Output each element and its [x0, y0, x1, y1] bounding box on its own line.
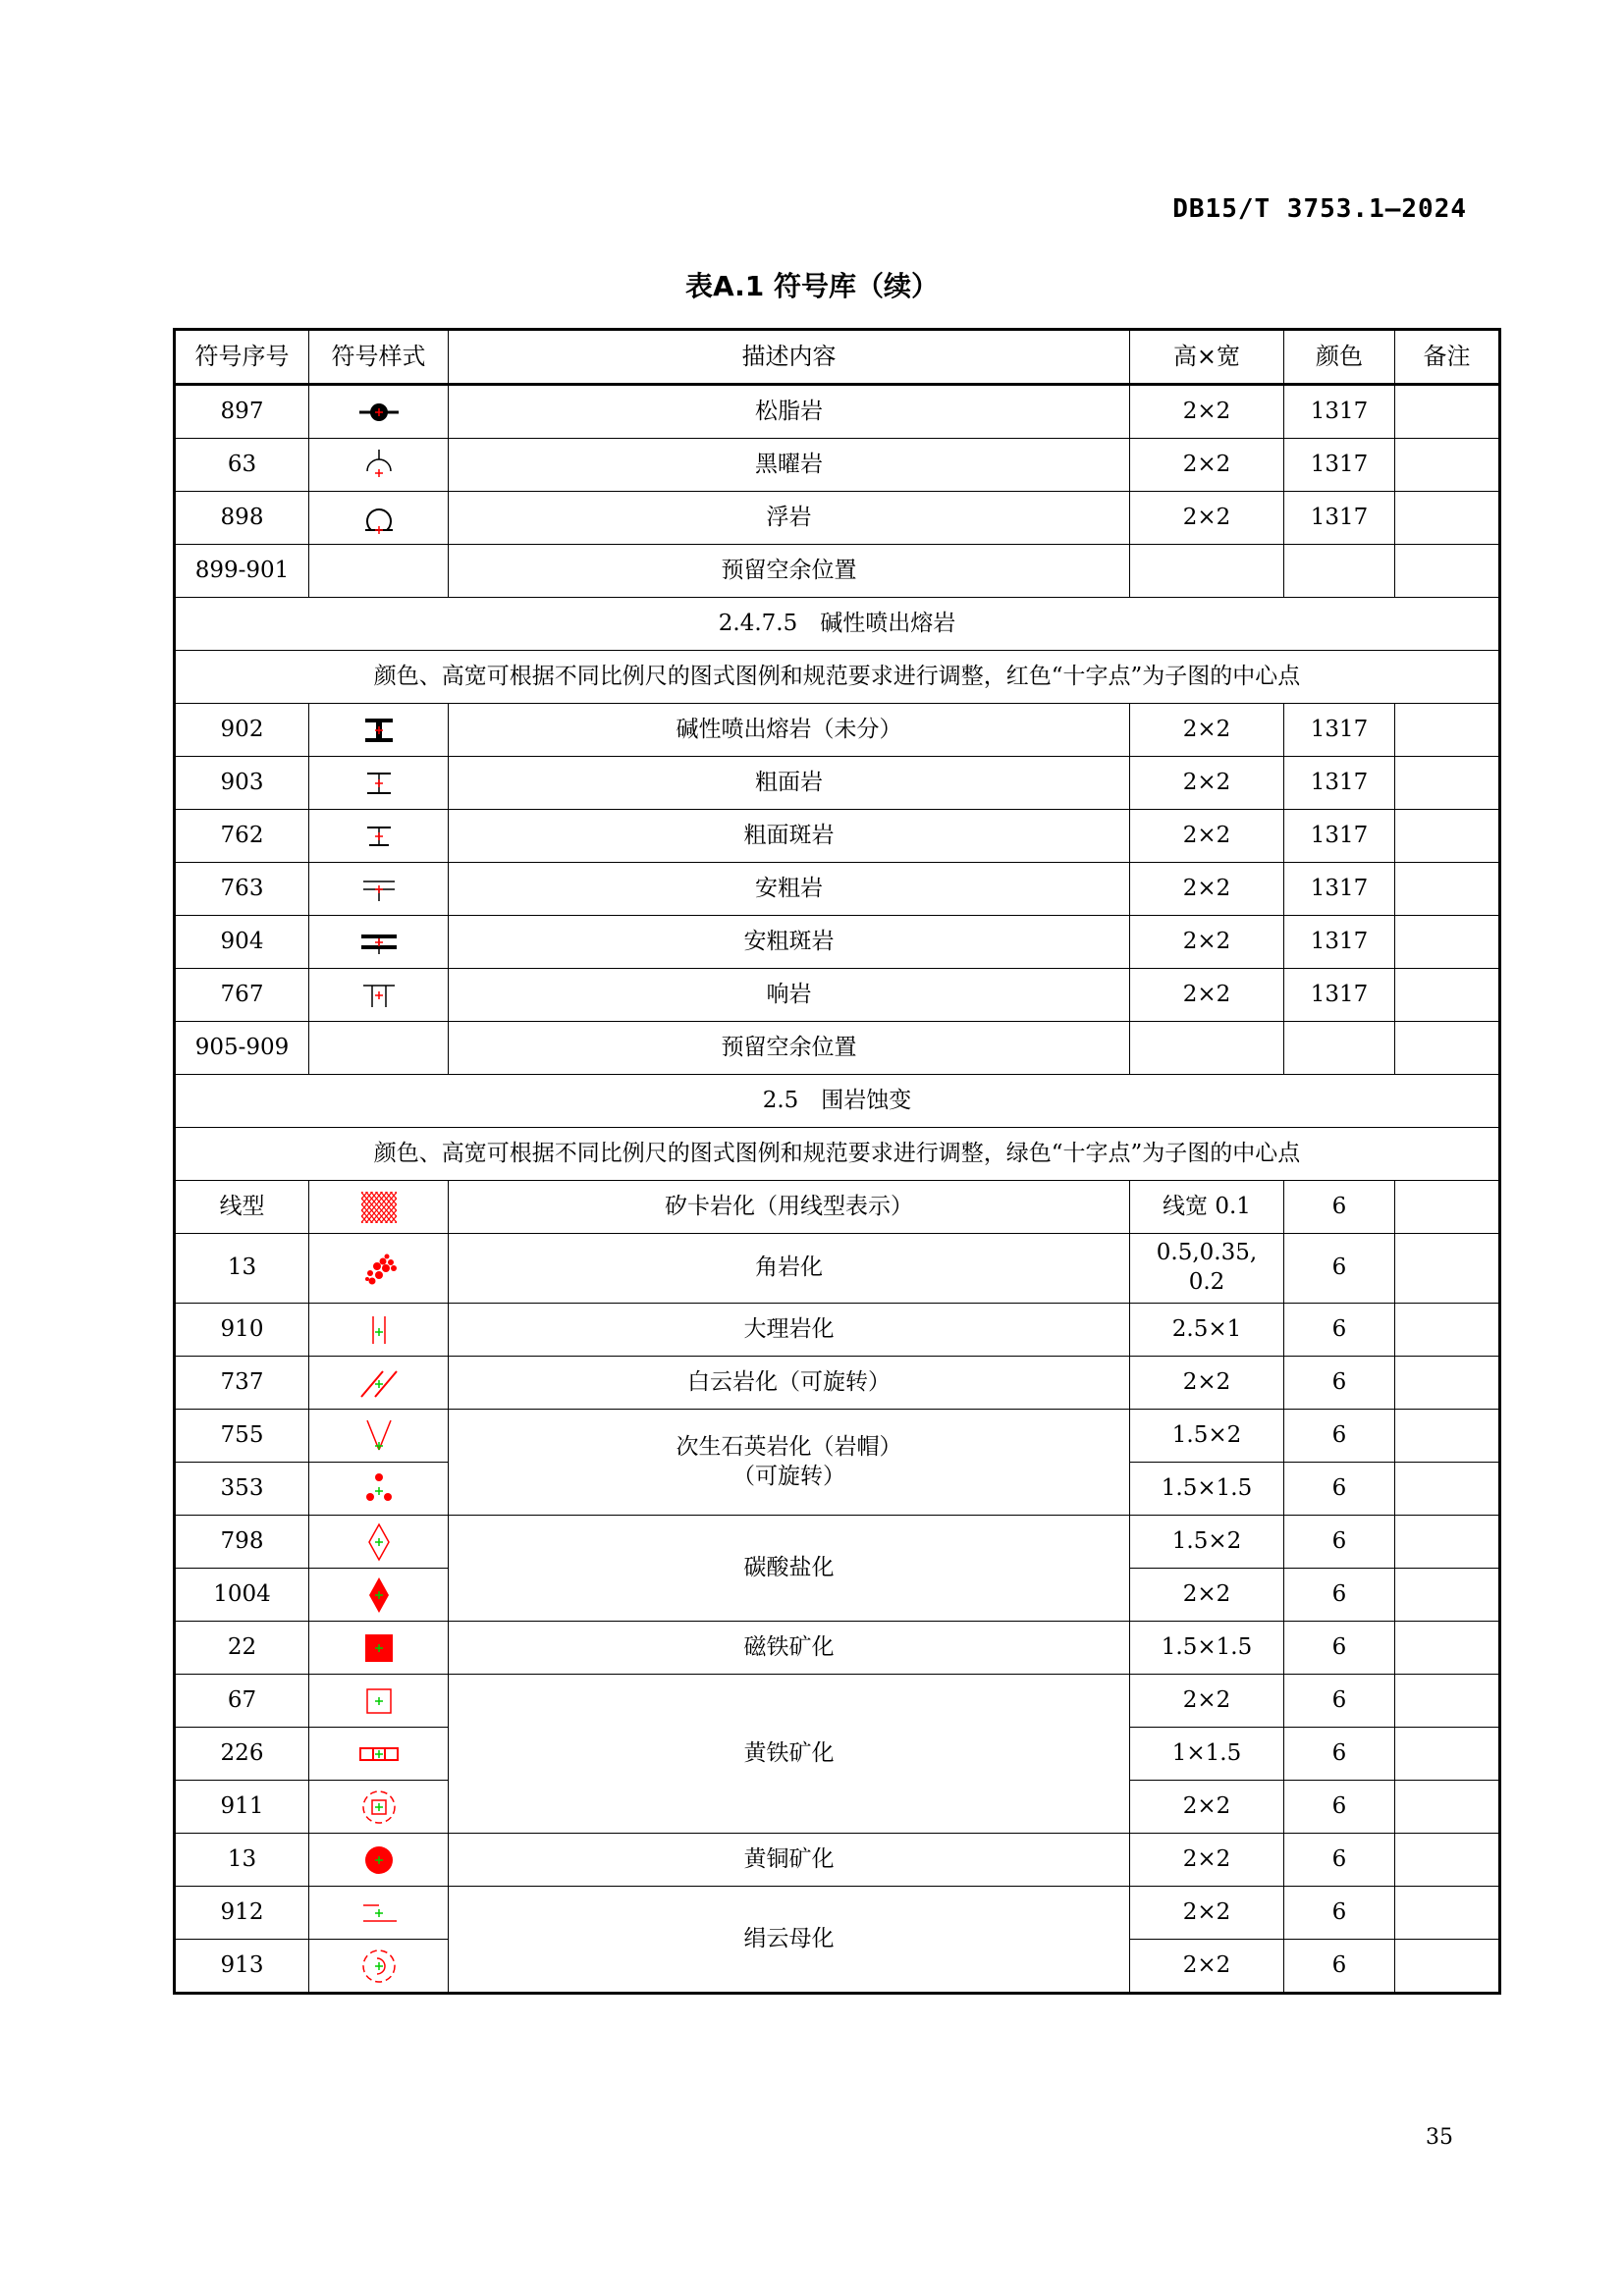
symbol-style-cell [309, 757, 449, 810]
table-row [175, 1234, 1500, 1304]
table-row [175, 863, 1500, 916]
size-cell: 2.5×1 [1130, 1304, 1284, 1357]
description-cell: 黑曜岩 [449, 439, 1130, 492]
dot-cluster-icon [340, 1247, 418, 1290]
slash-pair-icon [340, 1362, 418, 1405]
symbol-style-cell [309, 1781, 449, 1834]
symbol-id-cell: 22 [175, 1622, 309, 1675]
symbol-id-cell: 912 [175, 1887, 309, 1940]
symbol-style-cell [309, 1357, 449, 1410]
section-heading: 2.4.7.5 碱性喷出熔岩 [175, 598, 1500, 651]
size-cell: 2×2 [1130, 916, 1284, 969]
symbol-style-cell [309, 1181, 449, 1234]
symbol-id-cell: 763 [175, 863, 309, 916]
size-cell: 1.5×2 [1130, 1516, 1284, 1569]
size-cell: 2×2 [1130, 439, 1284, 492]
symbol-id-cell: 67 [175, 1675, 309, 1728]
note-cell [1395, 1569, 1500, 1622]
description-cell: 浮岩 [449, 492, 1130, 545]
color-cell: 1317 [1284, 969, 1395, 1022]
size-cell: 2×2 [1130, 492, 1284, 545]
color-cell: 6 [1284, 1357, 1395, 1410]
color-cell: 1317 [1284, 385, 1395, 439]
dashed-circle-square-icon [340, 1786, 418, 1829]
table-title: 表A.1 符号库（续） [684, 270, 940, 302]
color-cell: 6 [1284, 1728, 1395, 1781]
symbol-id-cell: 353 [175, 1463, 309, 1516]
symbol-style-cell [309, 969, 449, 1022]
symbol-style-cell [309, 1887, 449, 1940]
symbol-id-cell: 226 [175, 1728, 309, 1781]
filled-square-icon [340, 1627, 418, 1670]
note-cell [1395, 1728, 1500, 1781]
document-code: DB15/T 3753.1—2024 [1172, 194, 1467, 224]
note-cell [1395, 1940, 1500, 1994]
table-row [175, 385, 1500, 439]
size-cell: 2×2 [1130, 1357, 1284, 1410]
color-cell: 6 [1284, 1569, 1395, 1622]
v-shape-icon [340, 1415, 418, 1458]
section-heading: 颜色、高宽可根据不同比例尺的图式图例和规范要求进行调整，红色“十字点”为子图的中心点 [175, 651, 1500, 704]
color-cell: 6 [1284, 1463, 1395, 1516]
symbol-id-cell: 755 [175, 1410, 309, 1463]
size-cell [1130, 1022, 1284, 1075]
size-cell [1130, 545, 1284, 598]
color-cell: 1317 [1284, 439, 1395, 492]
table-row [175, 492, 1500, 545]
table-row [175, 1516, 1500, 1569]
page-number: 35 [1426, 2125, 1453, 2150]
symbol-id-cell: 13 [175, 1234, 309, 1304]
table-row [175, 1304, 1500, 1357]
symbol-style-cell [309, 916, 449, 969]
header-cell: 符号序号 [175, 330, 309, 385]
size-cell: 1.5×1.5 [1130, 1622, 1284, 1675]
table-row [175, 545, 1500, 598]
description-cell: 绢云母化 [449, 1887, 1130, 1994]
square-outline-icon [340, 1680, 418, 1723]
table-row [175, 1622, 1500, 1675]
symbol-id-cell: 913 [175, 1940, 309, 1994]
symbol-style-cell [309, 1463, 449, 1516]
section-row [175, 651, 1500, 704]
note-cell [1395, 1410, 1500, 1463]
tee-icon [340, 868, 418, 911]
symbol-style-cell [309, 1304, 449, 1357]
semicircle-icon [340, 444, 418, 487]
symbol-id-cell: 737 [175, 1357, 309, 1410]
note-cell [1395, 810, 1500, 863]
symbol-style-cell [309, 1675, 449, 1728]
description-cell: 黄铁矿化 [449, 1675, 1130, 1834]
table-row [175, 757, 1500, 810]
size-cell: 0.5,0.35, 0.2 [1130, 1234, 1284, 1304]
description-cell: 角岩化 [449, 1234, 1130, 1304]
symbol-id-cell: 902 [175, 704, 309, 757]
symbol-id-cell: 898 [175, 492, 309, 545]
size-cell: 1×1.5 [1130, 1728, 1284, 1781]
omega-icon [340, 497, 418, 540]
header-cell: 描述内容 [449, 330, 1130, 385]
description-cell: 粗面岩 [449, 757, 1130, 810]
note-cell [1395, 385, 1500, 439]
note-cell [1395, 1357, 1500, 1410]
size-cell: 2×2 [1130, 969, 1284, 1022]
symbol-style-cell [309, 863, 449, 916]
description-cell: 预留空余位置 [449, 1022, 1130, 1075]
note-cell [1395, 1516, 1500, 1569]
note-cell [1395, 1622, 1500, 1675]
color-cell: 6 [1284, 1622, 1395, 1675]
symbol-id-cell: 897 [175, 385, 309, 439]
ibeam-short-icon [340, 815, 418, 858]
description-cell: 安粗岩 [449, 863, 1130, 916]
note-cell [1395, 863, 1500, 916]
description-cell: 响岩 [449, 969, 1130, 1022]
description-cell: 安粗斑岩 [449, 916, 1130, 969]
note-cell [1395, 1181, 1500, 1234]
symbol-style-cell [309, 1940, 449, 1994]
table-row [175, 1181, 1500, 1234]
note-cell [1395, 757, 1500, 810]
note-cell [1395, 969, 1500, 1022]
note-cell [1395, 1463, 1500, 1516]
note-cell [1395, 1781, 1500, 1834]
description-cell: 粗面斑岩 [449, 810, 1130, 863]
double-bar-icon [340, 921, 418, 964]
description-cell: 预留空余位置 [449, 545, 1130, 598]
description-cell: 大理岩化 [449, 1304, 1130, 1357]
table-row [175, 1410, 1500, 1463]
note-cell [1395, 1887, 1500, 1940]
note-cell [1395, 1304, 1500, 1357]
symbol-style-cell [309, 492, 449, 545]
note-cell [1395, 704, 1500, 757]
symbol-style-cell [309, 1022, 449, 1075]
note-cell [1395, 1022, 1500, 1075]
section-heading: 2.5 围岩蚀变 [175, 1075, 1500, 1128]
description-cell: 碳酸盐化 [449, 1516, 1130, 1622]
table-row [175, 810, 1500, 863]
three-dots-icon [340, 1468, 418, 1511]
symbol-style-cell [309, 439, 449, 492]
color-cell: 1317 [1284, 704, 1395, 757]
note-cell [1395, 545, 1500, 598]
size-cell: 1.5×1.5 [1130, 1463, 1284, 1516]
note-cell [1395, 1834, 1500, 1887]
diamond-filled-icon [340, 1574, 418, 1617]
size-cell: 2×2 [1130, 1675, 1284, 1728]
description-cell: 松脂岩 [449, 385, 1130, 439]
color-cell: 1317 [1284, 863, 1395, 916]
symbol-id-cell: 1004 [175, 1569, 309, 1622]
section-row [175, 1075, 1500, 1128]
size-cell: 2×2 [1130, 863, 1284, 916]
description-cell: 磁铁矿化 [449, 1622, 1130, 1675]
symbol-id-cell: 910 [175, 1304, 309, 1357]
symbol-style-cell [309, 545, 449, 598]
size-cell: 2×2 [1130, 1940, 1284, 1994]
size-cell: 2×2 [1130, 1887, 1284, 1940]
symbol-table [173, 328, 1501, 1995]
symbol-style-cell [309, 810, 449, 863]
symbol-id-cell: 904 [175, 916, 309, 969]
bracket-lines-icon [340, 1892, 418, 1935]
header-cell: 符号样式 [309, 330, 449, 385]
size-cell: 线宽 0.1 [1130, 1181, 1284, 1234]
size-cell: 2×2 [1130, 810, 1284, 863]
symbol-id-cell: 767 [175, 969, 309, 1022]
solid-circle-bar-icon [340, 391, 418, 434]
note-cell [1395, 1234, 1500, 1304]
symbol-id-cell: 911 [175, 1781, 309, 1834]
table-row [175, 969, 1500, 1022]
symbol-id-cell: 13 [175, 1834, 309, 1887]
table-row [175, 704, 1500, 757]
section-row [175, 1128, 1500, 1181]
vertical-lines-icon [340, 1308, 418, 1352]
table-row [175, 1834, 1500, 1887]
color-cell: 6 [1284, 1516, 1395, 1569]
symbol-style-cell [309, 1834, 449, 1887]
note-cell [1395, 492, 1500, 545]
color-cell: 1317 [1284, 916, 1395, 969]
symbol-style-cell [309, 1516, 449, 1569]
size-cell: 2×2 [1130, 1569, 1284, 1622]
symbol-style-cell [309, 1622, 449, 1675]
symbol-id-cell: 线型 [175, 1181, 309, 1234]
symbol-style-cell [309, 1728, 449, 1781]
table-row [175, 1022, 1500, 1075]
size-cell: 2×2 [1130, 385, 1284, 439]
table-row [175, 439, 1500, 492]
color-cell: 1317 [1284, 810, 1395, 863]
color-cell: 6 [1284, 1234, 1395, 1304]
symbol-style-cell [309, 704, 449, 757]
double-tee-icon [340, 974, 418, 1017]
color-cell: 6 [1284, 1781, 1395, 1834]
header-cell: 颜色 [1284, 330, 1395, 385]
color-cell [1284, 1022, 1395, 1075]
size-cell: 2×2 [1130, 1834, 1284, 1887]
color-cell: 6 [1284, 1181, 1395, 1234]
description-cell: 黄铜矿化 [449, 1834, 1130, 1887]
symbol-style-cell [309, 1410, 449, 1463]
bold-ibeam-icon [340, 709, 418, 752]
section-row [175, 598, 1500, 651]
table-row [175, 1675, 1500, 1728]
dashed-circle-arc-icon [340, 1945, 418, 1988]
symbol-style-cell [309, 1569, 449, 1622]
description-cell: 矽卡岩化（用线型表示） [449, 1181, 1130, 1234]
symbol-id-cell: 798 [175, 1516, 309, 1569]
section-heading: 颜色、高宽可根据不同比例尺的图式图例和规范要求进行调整，绿色“十字点”为子图的中心点 [175, 1128, 1500, 1181]
table-row [175, 1887, 1500, 1940]
ibeam-icon [340, 762, 418, 805]
description-cell: 碱性喷出熔岩（未分） [449, 704, 1130, 757]
symbol-id-cell: 905-909 [175, 1022, 309, 1075]
diamond-outline-icon [340, 1521, 418, 1564]
symbol-id-cell: 903 [175, 757, 309, 810]
symbol-id-cell: 899-901 [175, 545, 309, 598]
size-cell: 2×2 [1130, 704, 1284, 757]
color-cell: 6 [1284, 1304, 1395, 1357]
color-cell: 1317 [1284, 492, 1395, 545]
symbol-id-cell: 762 [175, 810, 309, 863]
table-row [175, 916, 1500, 969]
size-cell: 2×2 [1130, 1781, 1284, 1834]
color-cell: 6 [1284, 1940, 1395, 1994]
color-cell [1284, 545, 1395, 598]
description-cell: 次生石英岩化（岩帽） （可旋转） [449, 1410, 1130, 1516]
color-cell: 1317 [1284, 757, 1395, 810]
table-header-row [175, 330, 1500, 385]
note-cell [1395, 439, 1500, 492]
note-cell [1395, 916, 1500, 969]
double-square-icon [340, 1733, 418, 1776]
description-cell: 白云岩化（可旋转） [449, 1357, 1130, 1410]
symbol-style-cell [309, 385, 449, 439]
symbol-style-cell [309, 1234, 449, 1304]
color-cell: 6 [1284, 1410, 1395, 1463]
symbol-id-cell: 63 [175, 439, 309, 492]
size-cell: 2×2 [1130, 757, 1284, 810]
size-cell: 1.5×2 [1130, 1410, 1284, 1463]
color-cell: 6 [1284, 1675, 1395, 1728]
header-cell: 备注 [1395, 330, 1500, 385]
filled-circle-icon [340, 1839, 418, 1882]
hatch-pattern-icon [340, 1186, 418, 1229]
color-cell: 6 [1284, 1834, 1395, 1887]
table-row [175, 1357, 1500, 1410]
note-cell [1395, 1675, 1500, 1728]
color-cell: 6 [1284, 1887, 1395, 1940]
header-cell: 高×宽 [1130, 330, 1284, 385]
